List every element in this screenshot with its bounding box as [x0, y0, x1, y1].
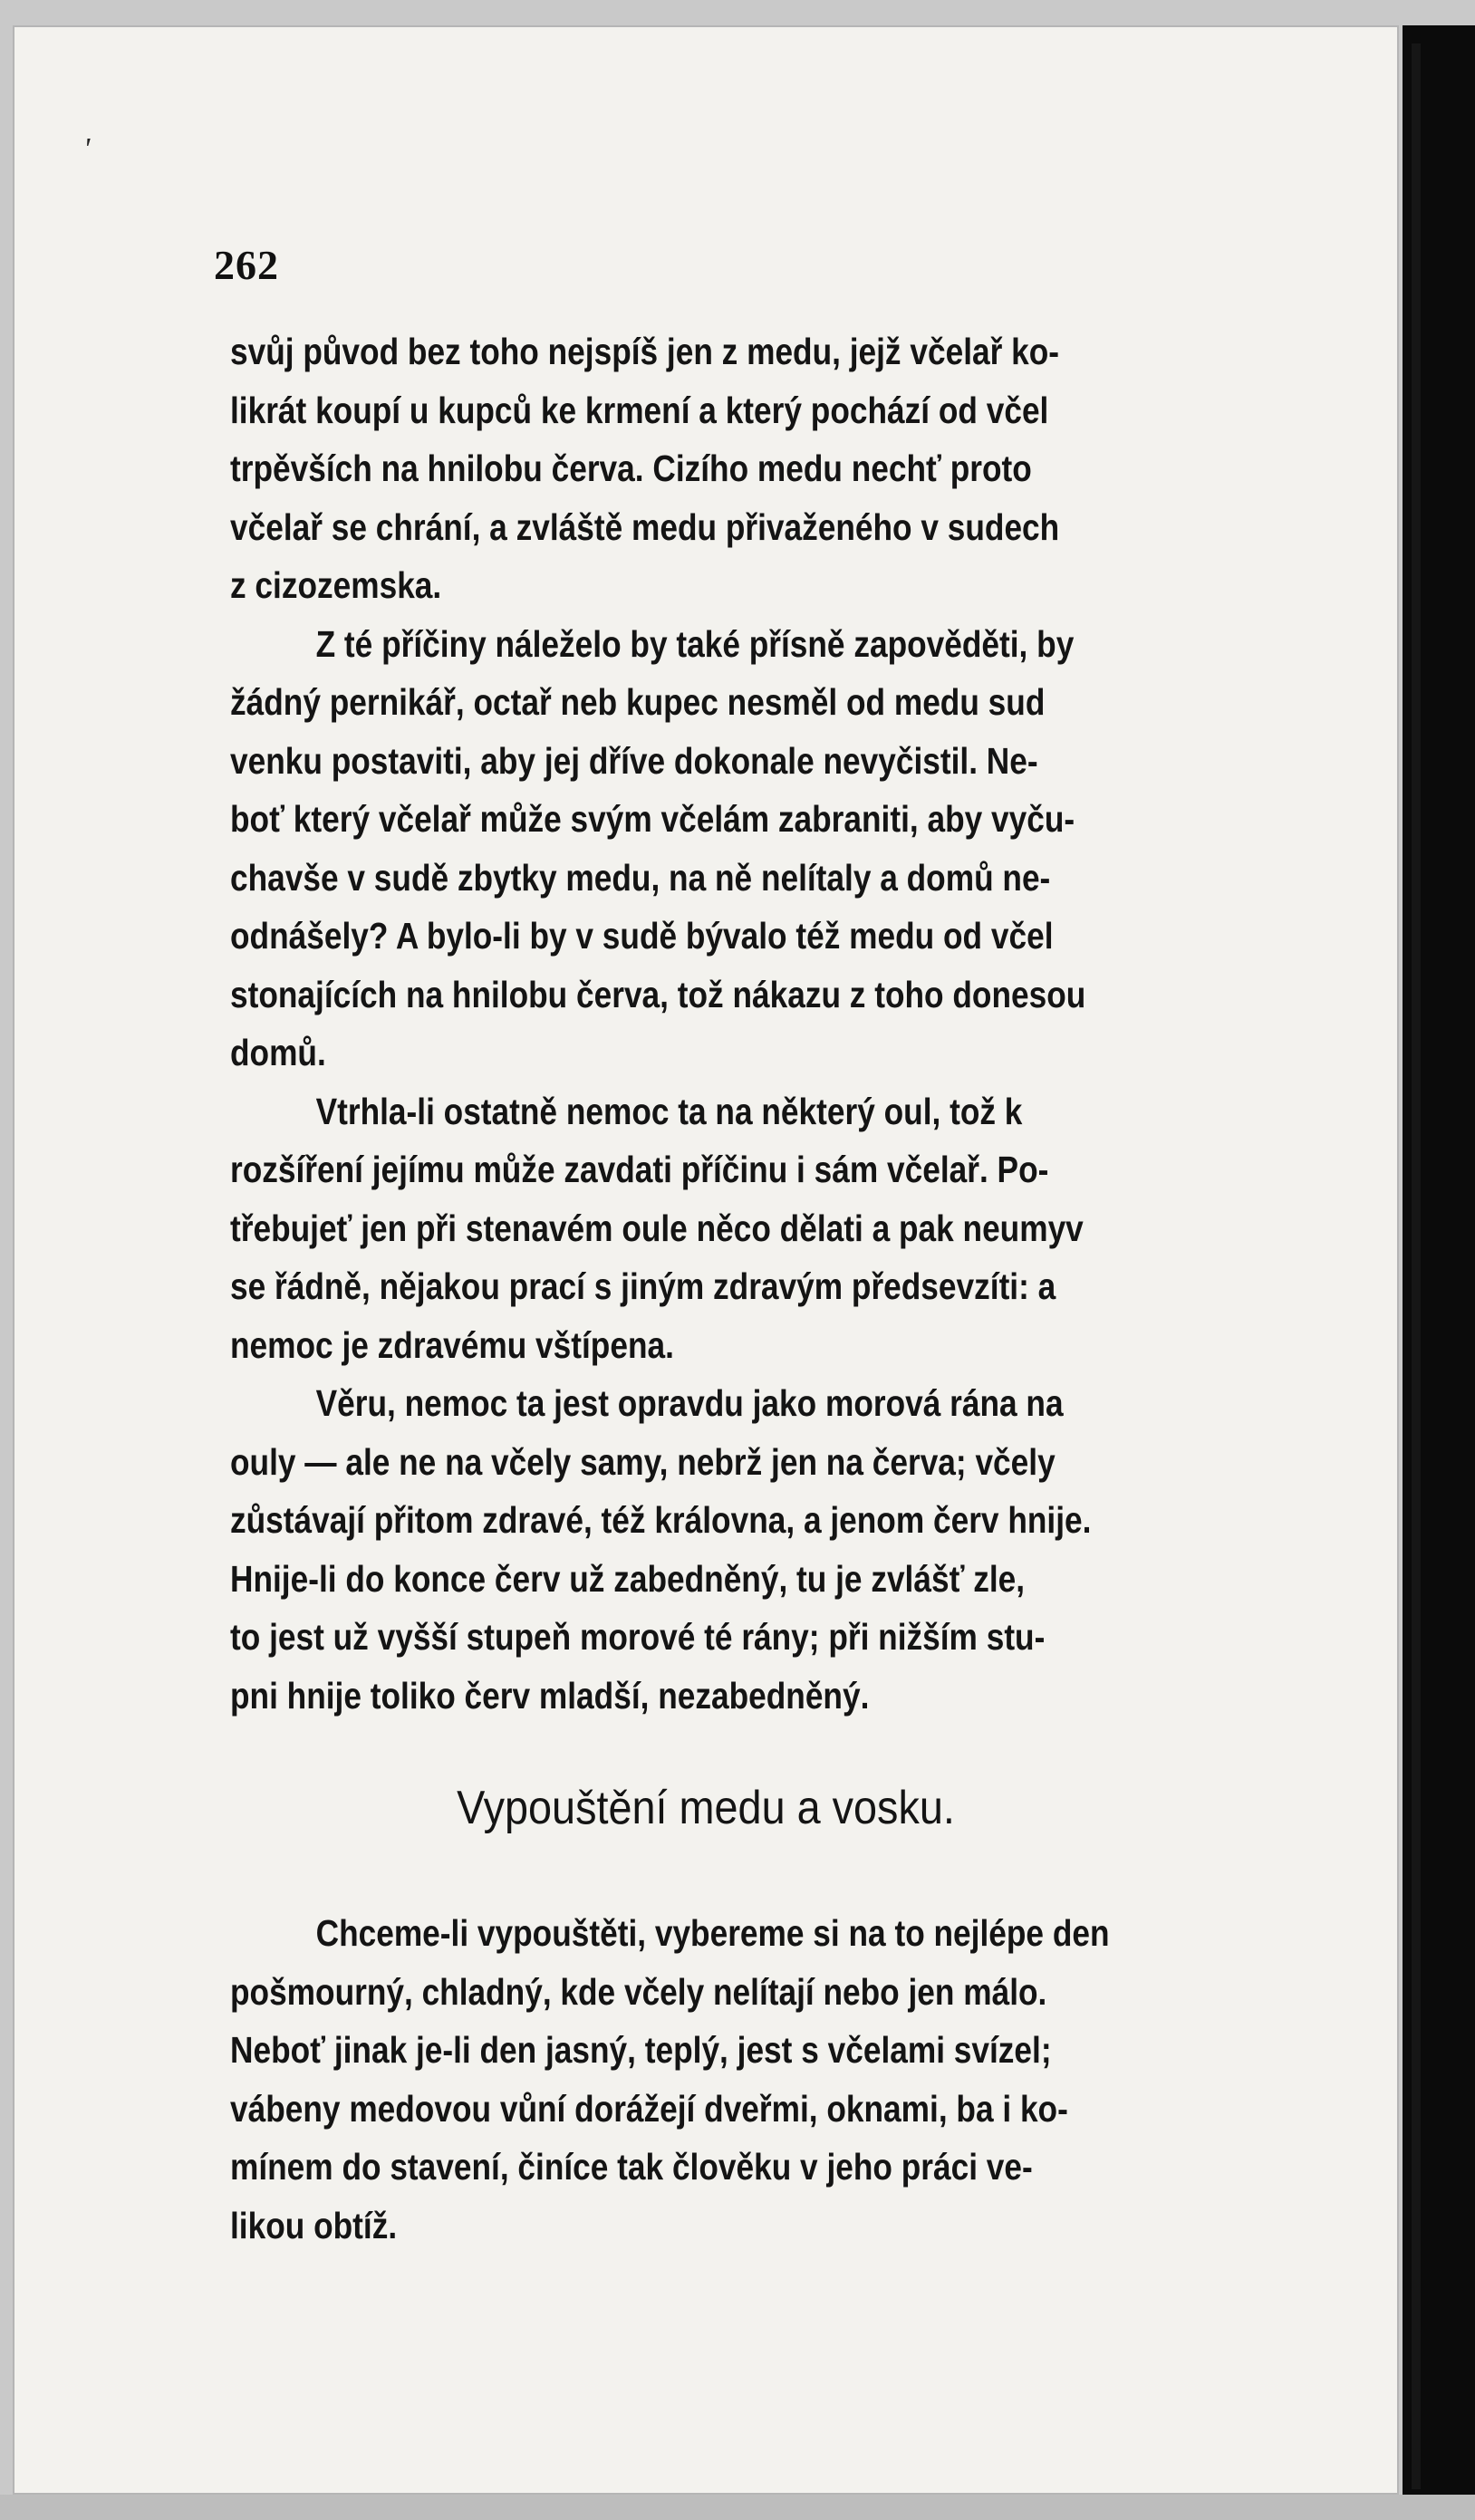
text-line: pni hnije toliko červ mladší, nezabedněný.	[230, 1674, 870, 1717]
text-line: pošmourný, chladný, kde včely nelítají nebo jen málo.	[230, 1970, 1047, 2013]
page-number: 262	[214, 242, 279, 288]
text-line: třebujeť jen při stenavém oule něco dělati a pak neumyv	[230, 1207, 1084, 1249]
text-line: chavše v sudě zbytky medu, na ně nelítaly a domů ne-	[230, 856, 1051, 899]
text-line: likou obtíž.	[230, 2204, 398, 2246]
body-text-top	[230, 322, 1204, 1725]
section-heading: Vypouštění medu a vosku.	[457, 1782, 955, 1834]
book-page	[13, 25, 1399, 2495]
text-line: žádný pernikář, octař neb kupec nesměl od medu sud	[230, 681, 1046, 723]
body-text-bottom	[230, 1904, 1204, 2255]
text-line: stonajících na hnilobu červa, tož nákazu z toho donesou	[230, 973, 1086, 1015]
text-line: trpěvších na hnilobu červa. Cizího medu nechť proto	[230, 447, 1032, 489]
text-line: to jest už vyšší stupeň morové té rány; při nižším stu-	[230, 1616, 1046, 1658]
text-line: domů.	[230, 1032, 326, 1073]
text-line: mínem do stavení, činíce tak člověku v jeho práci ve-	[230, 2146, 1033, 2188]
text-line: Chceme-li vypouštěti, vybereme si na to nejlépe den	[315, 1912, 1110, 1954]
text-line: Věru, nemoc ta jest opravdu jako morová rána na	[315, 1382, 1064, 1424]
margin-mark: '	[83, 132, 91, 166]
text-line: ouly — ale ne na včely samy, nebrž jen na červa; včely	[230, 1440, 1056, 1483]
text-line: Neboť jinak je-li den jasný, teplý, jest s včelami svízel;	[230, 2029, 1052, 2071]
text-line: Hnije-li do konce červ už zabedněný, tu je zvlášť zle,	[230, 1557, 1026, 1600]
text-line: Vtrhla-li ostatně nemoc ta na některý oul, tož k	[315, 1090, 1023, 1132]
text-line: Z té příčiny náleželo by také přísně zapověděti, by	[315, 622, 1075, 665]
text-line: boť který včelař může svým včelám zabraniti, aby vyču-	[230, 798, 1075, 840]
text-line: z cizozemska.	[230, 564, 442, 606]
text-line: se řádně, nějakou prací s jiným zdravým předsevzíti: a	[230, 1265, 1056, 1307]
text-line: vábeny medovou vůní dorážejí dveřmi, oknami, ba i ko-	[230, 2087, 1068, 2130]
scan-bottom-band	[0, 2495, 1475, 2520]
text-line: rozšíření jejímu může zavdati příčinu i sám včelař. Po-	[230, 1149, 1049, 1190]
text-line: zůstávají přitom zdravé, též královna, a jenom červ hnije.	[230, 1499, 1092, 1541]
text-line: nemoc je zdravému vštípena.	[230, 1323, 674, 1366]
text-line: venku postaviti, aby jej dříve dokonale nevyčistil. Ne-	[230, 739, 1038, 782]
text-line: včelař se chrání, a zvláště medu přivaženého v sudech	[230, 505, 1060, 548]
text-line: svůj původ bez toho nejspíš jen z medu, jejž včelař ko-	[230, 331, 1060, 372]
scan-edge-dark	[1403, 25, 1475, 2507]
text-line: odnášely? A bylo-li by v sudě bývalo též medu od včel	[230, 915, 1054, 957]
text-line: likrát koupí u kupců ke krmení a který pochází od včel	[230, 389, 1049, 431]
